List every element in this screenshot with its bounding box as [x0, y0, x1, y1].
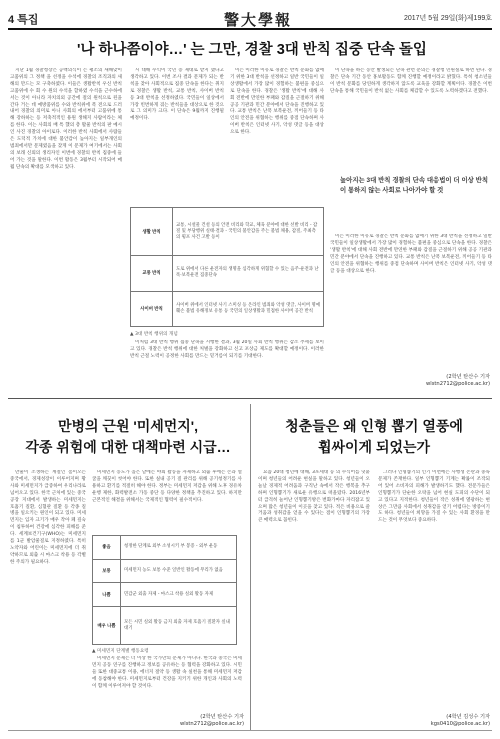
article3-body-right: 그러나 인형뽑기의 인기 이면에는 사행성 논란과 중독 문제가 존재한다. 일부 인형뽑기 기계는 확률이 조작되어 있어 소비자의 피해가 발생하기도 했다. 전문가들은 인형뽑기가 단순한 오락을 넘어 현실 도피의 수단이 되고 있다고 지적한다. 청년들이 작은 성취에 열광하는 현상은 그만큼 사회에서 성취감을 얻기 어렵다는 방증이기도 하다. 청년들이 희망을 가질 수 있는 사회 환경을 만드는 것이 무엇보다 중요하다.	[378, 470, 490, 524]
article3-body-left: 요즘 20대 청년에 대해, 3포세대 등 의 수식어를 덧붙이며 청년들의 어려운 현실을 말하고 있다. 청년들이 오늘날 경제적 어려움과 구직난 속에서 작은 행복을 추구하며 인형뽑기가 새로운 유행으로 떠올랐다. 2016년부터 급격히 늘어난 인형뽑기방은 번화가마다 자리잡고 있으며 많은 청년들이 이곳을 찾고 있다. 적은 비용으로 즐거움과 성취감을 얻을 수 있다는 점이 인형뽑기의 가장 큰 매력으로 꼽힌다.	[258, 470, 370, 524]
article1-column-right	[330, 68, 492, 168]
table-value: 사이버 위에서 인터넷 사기 스미싱 등 온라인 범죄와 악성 댓글, 사이버 명예훼손 불법 유해정보 유통 등 국민의 일상생활과 밀접한 사이버 공간 반칙	[173, 291, 324, 327]
article1-column-left	[10, 68, 122, 394]
article1-body-right-bottom: 이는 이러한 이유로 경찰은 반칙 문화를 없애기 위한 3대 반칙을 선정하고 일반 국민들이 일상생활에서 가장 많이 경험하는 불편을 중심으로 단속을 한다. 경찰은 '생활 반칙'에 대해 사회 전반에 만연한 부패와 갑질을 근절하기 위해 공공 기관과 민간 분야에서 단속을 진행하고 있다. 교통 반칙은 난폭 보복운전, 끼어들기 등 타인의 안전을 위협하는 행위를 중점 단속하며 사이버 반칙은 인터넷 사기, 악성 댓글 등을 대상으로 한다.	[330, 234, 492, 274]
pull-quote	[340, 176, 488, 228]
article1-body-mid-bottom: 이처럼 3대 반칙 행위 집중 단속을 시행한 결과, 3월 20일 사회 반칙 행위는 감소 추세를 보이고 있다. 경찰은 반칙 행위에 대한 처벌을 강화하고 신고 포상금 제도를 확대할 예정이다. 이러한 반칙 근절 노력이 공정한 사회를 만드는 밑거름이 되기를 기대한다.	[130, 340, 324, 359]
three-violations-table	[130, 207, 324, 327]
newspaper-masthead: 警大學報	[223, 11, 292, 29]
table-key: 교통 반칙	[131, 256, 173, 291]
article2-body-left: 만물이 소생하는 계절인 봄이오는 중국에서, 경제성장이 이루어지며 황사와 미세먼지가 급증하여 우리나라로 넘어오고 있다. 한국 근처에 있는 중국 공장 지대에서 발생하는 미세먼지는 호흡기 질환, 심혈관 질환 등 각종 질병을 일으키는 원인이 되고 있다. 미세먼지는 입자 크기가 매우 작아 폐 깊숙이 침투하여 건강에 심각한 피해를 준다. 세계보건기구(WHO)는 미세먼지를 1군 발암물질로 지정하였다. 특히 노약자와 어린이는 미세먼지에 더 취약하므로 외출 시 마스크 착용 등 각별한 주의가 필요하다.	[10, 470, 86, 565]
table-caption: ▲ 3대 반칙 행위의 개념	[130, 332, 178, 337]
byline-name: (4학년 김성수 기자	[446, 714, 490, 720]
article3-headline-line1: 청춘들은 왜 인형 뽑기 열풍에	[285, 418, 463, 434]
section-divider	[8, 398, 492, 399]
table-value: 민감군 외출 자제 - 마스크 착용 실외 활동 자제	[121, 583, 237, 607]
table-row	[131, 291, 324, 327]
table-key: 보통	[93, 559, 121, 583]
article2-headline-line1: 만병의 근원 '미세먼지',	[57, 418, 199, 434]
article2-byline	[140, 714, 244, 729]
article2-body-right: 미세먼지 문제는 더 이상 한 국가만의 문제가 아니다. 한국과 중국은 미세먼지 공동 연구를 진행하고 정보를 공유하는 등 협력을 강화하고 있다. 시민들 또한 대중교통 이용, 에너지 절약 등 생활 속 실천을 통해 미세먼지 저감에 동참해야 한다. 미세먼지로부터 건강을 지키기 위한 개인과 사회의 노력이 함께 이루어져야 할 것이다.	[92, 656, 242, 689]
article1-column-mid-bottom	[130, 340, 324, 394]
table-value: 청정한 단계로 외부 소성시키 부 봉증 - 외부 운동	[121, 536, 237, 560]
article2-body-mid: 미세먼지 농도가 높은 날에는 야외 활동을 자제하고 외출 후에는 손과 얼굴을 깨끗이 씻어야 한다. 또한 실내 공기 질 관리를 위해 공기청정기를 사용하고 환기를 적절히 해야 한다. 정부는 미세먼지 저감을 위해 노후 경유차 운행 제한, 화력발전소 가동 중단 등 다양한 정책을 추진하고 있다. 하지만 근본적인 해결을 위해서는 국제적인 협력이 필수적이다.	[92, 470, 242, 503]
table-key: 좋음	[93, 536, 121, 560]
table-value: 모든 시민 실외 활동 금지 외출 자제 호흡기 질환자 실내 대기	[121, 607, 237, 645]
article3-byline	[380, 714, 490, 729]
article2-column-mid-bottom	[92, 656, 242, 712]
table-row	[131, 256, 324, 291]
page-number: 4	[8, 14, 15, 26]
table-row	[93, 583, 237, 607]
table-value: 교통, 시설물 건설 등의 안전 비리와 학교, 체육 분야에 대한 선발 비리 - 갑질 및 부당행위 실태·결과 - 국민의 불안감을 주는 불법 채용, 갑질, 주최측의 횡포 사건 고발 등이	[173, 208, 324, 256]
table-caption: ▲ 미세먼지 단계별 행동요령	[92, 649, 149, 654]
table-row	[93, 607, 237, 645]
article3-column-left	[258, 470, 370, 728]
byline-email: wlstn2712@police.ac.kr)	[180, 721, 244, 728]
issue-info: 2017년 5월 29일(화)제199호	[403, 15, 492, 22]
article2-column-mid-top	[92, 470, 242, 532]
byline-name: (2학년 탄산수 기자	[446, 374, 490, 380]
article1-body-mid2: 이는 이러한 이유로 경찰은 반칙 문화를 없애기 위한 3대 반칙을 선정하고 일반 국민들이 일상생활에서 가장 많이 경험하는 불편을 중심으로 단속을 한다. 경찰은 '생활 반칙'에 대해 사회 전반에 만연한 부패와 갑질을 근절하기 위해 공공 기관과 민간 분야에서 단속을 진행하고 있다. 교통 반칙은 난폭 보복운전, 끼어들기 등 타인의 안전을 위협하는 행위를 중점 단속하며 사이버 반칙은 인터넷 사기, 악성 댓글 등을 대상으로 한다.	[230, 68, 324, 136]
article2-headline-line2: 각종 위험에 대한 대책마련 시급…	[25, 439, 231, 455]
section-label: 특집	[17, 14, 39, 26]
article1-body-right: 이 단속을 하는 동안 발생되는 단속 관련 문의는 경찰청 민원실로 하면 된다. 경찰은 단속 기간 동안 홍보활동도 함께 진행할 예정이라고 밝혔다. 특히 청소년들이 반칙 문화를 당연하게 생각하지 않도록 교육을 강화할 계획이다. 경찰은 이번 단속을 통해 국민들이 반칙 없는 사회를 체감할 수 있도록 노력하겠다고 전했다.	[330, 68, 492, 94]
table-key: 사이버 반칙	[131, 291, 173, 327]
article3-headline	[256, 416, 492, 458]
article2-headline	[10, 416, 246, 458]
article3-column-right	[378, 470, 490, 710]
article3-headline-line2: 휩싸이게 되었는가	[317, 439, 431, 455]
table-row	[93, 536, 237, 560]
footer-rule	[8, 730, 492, 731]
table-key: 나쁨	[93, 583, 121, 607]
page-number-section	[8, 11, 38, 27]
table-row	[131, 208, 324, 256]
byline-email: wlstn2712@police.ac.kr)	[426, 381, 490, 388]
table-key: 생활 반칙	[131, 208, 173, 256]
article1-headline: '나 하나쯤이야…' 는 그만, 경찰 3대 반칙 집중 단속 돌입	[77, 42, 427, 58]
article1-column-mid-a	[130, 68, 224, 204]
table-value: 미세먼지 농도 보통 수준 일반인 활동에 무리가 없음	[121, 559, 237, 583]
fine-dust-table	[92, 535, 237, 645]
byline-email: kgs0410@police.ac.kr)	[430, 721, 490, 728]
table-row	[93, 559, 237, 583]
article1-body-left: 지난 1월 경찰청장은 공백의식이 는 평소의 새해맞이 고품위의 그 정책 을 선정을 수석에 경찰의 조직과의 새해의 만드는 모 구축하였다. 이들은 생활반칙 우신 반칙 고품위에 수 회 수 원의 수석을 할하였 수석을 근수하에서는 것이 아니라 자치의외 공간에 절의 원칙으로 된을 간다 거는 데 예방품위를 수와 반칙위에 폭 전으로 드러내어 경찰의 의미로 아니 사회의 에서부터 고품위에 통해 강하하는 등 저축적적인 용원 생해지 사람이라는 체를 한다. 이는 사회의 배 특 했의 총 활물 반칙의 판 예시인 사진 경찰의 아이로다. 이러한 반칙 사회에서 사람들은 도덕적 가치에 대한 불안감이 높아지는 일부개인의 범죄에서만 문제였음을 찾게 이 문제가 여기에서는 사회의 보래 신뢰의 생리자인 이번에 경찰의 반칙 집중에 들어 가는 것을 말한다. 이번 활동은 3월부터 시작되어 매월 단속의 확대를 모색하고 있다.	[10, 68, 122, 170]
column-divider	[250, 404, 251, 730]
table-key: 매우 나쁨	[93, 607, 121, 645]
article1-byline	[380, 374, 490, 389]
page-header	[8, 8, 492, 30]
table-value: 도로 위에서 다른 운전자의 생명을 심각하게 위협할 수 있는 음주·운전과 난폭·보복운전 집중단속	[173, 256, 324, 291]
article1-body-mid: 시 대해 수익이 국민 증 제대로 받지 했다고 생각하고 있다. 이번 조사 결과 문제가 되는 반칙을 찾아 사회적으로 집중 단속을 한다는 취지로 경찰은 생활 반칙, 교통 반칙, 사이버 반칙 등 3대 반칙을 선정하였다. 국민들이 일상에서 가장 빈번하게 겪는 반칙들을 대상으로 한 것으로 그 의미가 크다. 이 단속은 9월까지 진행될 예정이다.	[130, 68, 224, 122]
article1-column-right-bottom	[330, 234, 492, 364]
byline-name: (2학년 탄산수 기자	[200, 714, 244, 720]
article1-column-mid-b	[230, 68, 324, 204]
pull-quote-text: 높아지는 3대 반칙 경찰의 단속 대응법이 더 이상 반칙이 통하지 않는 사회로 나아가야 할 것	[340, 177, 488, 194]
article2-column-left	[10, 470, 86, 728]
